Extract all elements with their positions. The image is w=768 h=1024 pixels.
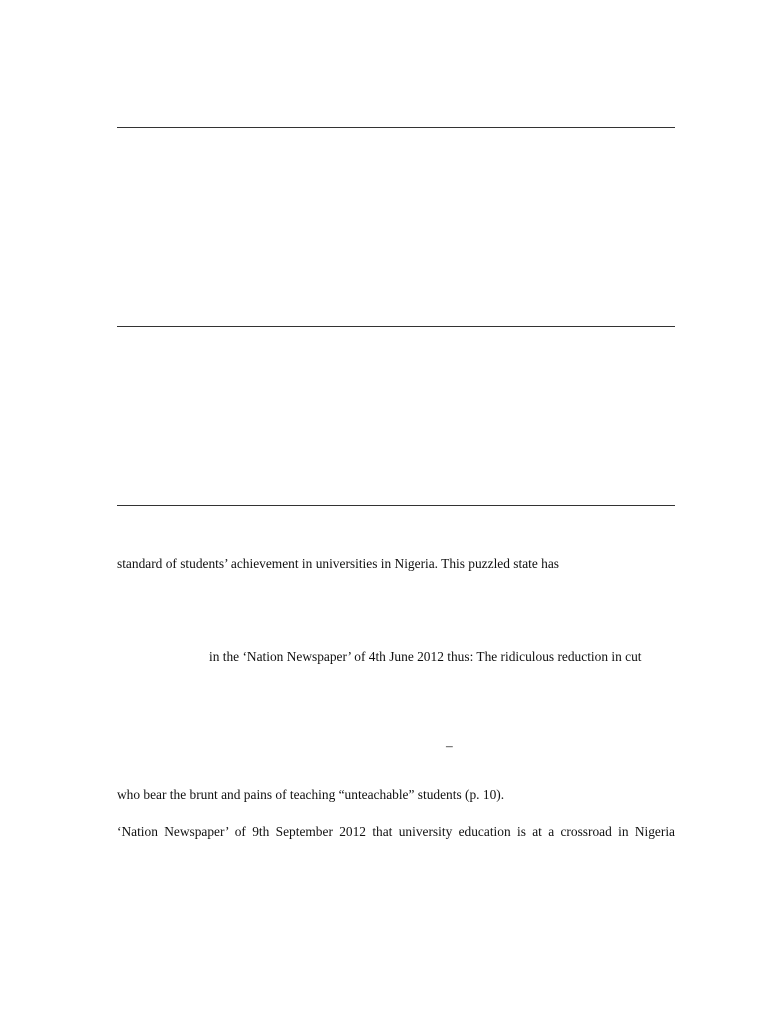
horizontal-rule [117, 127, 675, 128]
horizontal-rule [117, 326, 675, 327]
text-line: who bear the brunt and pains of teaching “unteachable” students (p. 10). [117, 787, 505, 802]
dash-fragment: – [446, 738, 453, 753]
text-line: in the ‘Nation Newspaper’ of 4th June 2012 thus: The ridiculous reduction in cut [209, 649, 642, 664]
text-line: ‘Nation Newspaper’ of 9th September 2012 that university education is at a crossroad in Nigeria [117, 824, 675, 839]
horizontal-rule [117, 505, 675, 506]
text-line: standard of students’ achievement in universities in Nigeria. This puzzled state has [117, 556, 560, 571]
